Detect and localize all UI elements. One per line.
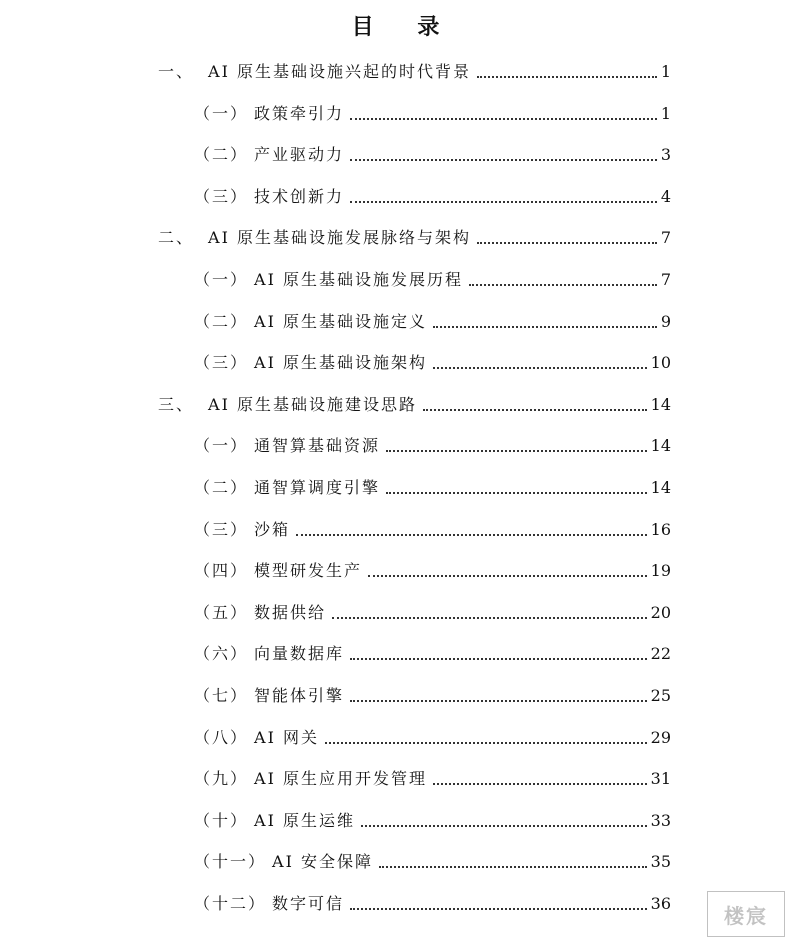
toc-dot-leader [350,907,647,910]
toc-dot-leader [423,408,647,411]
toc-entry-label: 通智算调度引擎 [254,478,381,497]
toc-dot-leader [350,117,657,120]
toc-entry-number: （六） [194,644,249,664]
toc-entry[interactable] [158,59,671,85]
toc-entry-number: （一） [194,436,249,456]
toc-dot-leader [469,283,657,286]
toc-entry-number: （十） [194,810,249,830]
toc-entry[interactable] [194,142,671,168]
toc-entry-label: AI 安全保障 [272,852,373,872]
toc-entry[interactable] [194,350,671,376]
toc-entry-number: （七） [194,686,249,705]
toc-entry-label: 产业驱动力 [254,145,345,165]
toc-entry-number: （一） [194,103,249,123]
toc-entry[interactable] [194,433,671,459]
toc-entry-label: AI 原生应用开发管理 [254,769,427,789]
page-title: 目 录 [351,15,458,40]
toc-entry-page-number: 33 [650,810,671,830]
toc-dot-leader [386,491,647,494]
toc-entry-label: AI 原生基础设施发展脉络与架构 [208,228,471,248]
toc-entry-page-number: 1 [660,103,671,123]
toc-entry[interactable] [194,891,671,917]
toc-dot-leader [350,657,647,660]
toc-entry[interactable] [194,184,671,210]
toc-entry-page-number: 29 [650,727,671,747]
toc-entry-page-number: 14 [650,478,671,497]
toc-entry-label: AI 原生基础设施架构 [254,353,427,373]
toc-entry-label: 沙箱 [254,519,291,539]
watermark-logo [707,891,785,937]
toc-entry-page-number: 7 [660,228,671,248]
toc-dot-leader [350,200,657,203]
toc-entry[interactable] [194,267,671,293]
toc-entry-page-number: 4 [660,186,671,206]
toc-dot-leader [350,158,657,161]
toc-entry-label: 智能体引擎 [254,686,345,705]
toc-entry-number: （二） [194,478,249,497]
toc-entry-page-number: 31 [650,769,671,789]
toc-entry-page-number: 20 [650,602,671,622]
toc-dot-leader [350,699,647,702]
toc-entry[interactable] [194,849,671,875]
toc-entry-number: 一、 [158,62,195,81]
toc-entry-page-number: 14 [650,436,671,456]
toc-dot-leader [477,241,657,244]
watermark-text: 楼宸 [724,903,768,928]
toc-entry-label: AI 原生基础设施发展历程 [254,270,463,289]
toc-entry[interactable] [194,101,671,127]
toc-dot-leader [332,616,647,619]
toc-entry-label: 数据供给 [254,602,327,622]
toc-entry-label: AI 网关 [254,727,319,747]
toc-entry-number: 二、 [158,228,195,248]
toc-entry-page-number: 9 [660,311,671,331]
toc-entry-page-number: 36 [650,894,671,913]
toc-entry-number: （三） [194,519,249,539]
toc-entry-number: （三） [194,353,249,373]
toc-entry-number: （二） [194,311,249,331]
toc-entry[interactable] [194,309,671,335]
toc-entry[interactable] [194,725,671,751]
toc-entry-label: 通智算基础资源 [254,436,381,456]
toc-entry-number: （四） [194,561,249,581]
toc-dot-leader [361,824,647,827]
toc-dot-leader [296,533,647,536]
toc-entry-page-number: 10 [650,353,671,373]
toc-entry-label: 政策牵引力 [254,103,345,123]
toc-dot-leader [477,75,657,78]
toc-entry-label: 向量数据库 [254,644,345,664]
toc-entry-page-number: 14 [650,394,671,414]
toc-entry-number: （十一） [194,852,267,872]
toc-dot-leader [368,574,647,577]
toc-entry-number: （八） [194,727,249,747]
toc-entry-number: （十二） [194,894,267,913]
toc-entry-label: 数字可信 [272,894,345,913]
toc-dot-leader [433,325,657,328]
toc-entry-page-number: 1 [660,62,671,81]
toc-dot-leader [379,865,647,868]
toc-entry-number: （二） [194,145,249,165]
toc-entry-label: AI 原生基础设施定义 [254,311,427,331]
toc-entry-page-number: 3 [660,145,671,165]
toc-entry[interactable] [194,475,671,501]
toc-dot-leader [386,449,647,452]
toc-entry-page-number: 16 [650,519,671,539]
toc-entry[interactable] [158,392,671,418]
toc-entry-label: 模型研发生产 [254,561,363,581]
toc-entry-number: （五） [194,602,249,622]
toc-dot-leader [325,741,647,744]
toc-entry-label: AI 原生基础设施建设思路 [208,394,417,414]
toc-entry[interactable] [194,600,671,626]
toc-entry-number: 三、 [158,394,195,414]
toc-entry-page-number: 35 [650,852,671,872]
toc-entry-page-number: 19 [650,561,671,581]
toc-entry-page-number: 22 [650,644,671,664]
toc-entry-number: （九） [194,769,249,789]
toc-entry-label: 技术创新力 [254,186,345,206]
toc-entry[interactable] [194,683,671,709]
toc-entry-label: AI 原生运维 [254,810,355,830]
toc-dot-leader [433,366,647,369]
toc-entry[interactable] [194,641,671,667]
toc-entry[interactable] [194,808,671,834]
toc-entry-label: AI 原生基础设施兴起的时代背景 [208,62,471,81]
toc-entry-number: （三） [194,186,249,206]
toc-entry-page-number: 7 [660,270,671,289]
toc-entry[interactable] [194,517,671,543]
toc-entry[interactable] [194,766,671,792]
toc-dot-leader [433,782,647,785]
toc-entry[interactable] [194,558,671,584]
toc-entry-page-number: 25 [650,686,671,705]
toc-entry-number: （一） [194,270,249,289]
toc-entry[interactable] [158,225,671,251]
